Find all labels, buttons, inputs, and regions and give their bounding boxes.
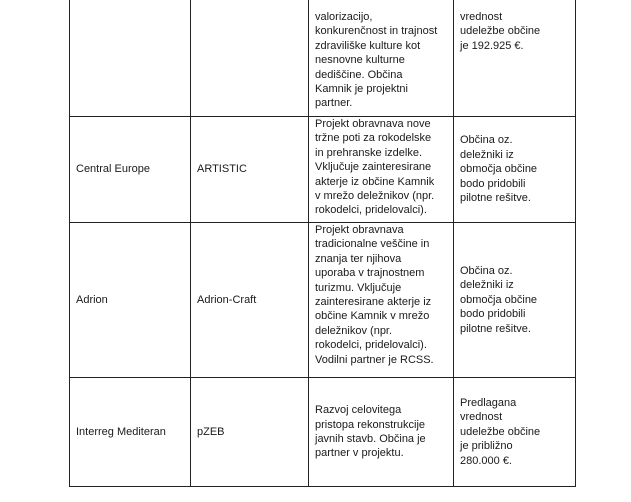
table-row xyxy=(70,0,576,117)
description-line: partner. xyxy=(315,97,353,110)
value-line: Občina oz. xyxy=(460,134,513,147)
description-line: zdraviliške kulture kot xyxy=(315,39,421,52)
description-line: tržne poti za rokodelske xyxy=(315,132,432,145)
description-line: partner v projektu. xyxy=(315,447,404,460)
value-line: udeležbe občine xyxy=(460,25,541,38)
project-cell: Adrion-Craft xyxy=(191,223,309,378)
table-row xyxy=(70,223,576,378)
description-line: akterje iz občine Kamnik xyxy=(315,175,435,188)
description-cell xyxy=(309,378,454,487)
description-cell xyxy=(309,0,454,117)
program-cell: Adrion xyxy=(70,223,191,378)
description-line: javnih stavb. Občina je xyxy=(315,433,426,445)
description-line: konkurenčnost in trajnost xyxy=(315,25,438,38)
description-line: pristopa rekonstrukcije xyxy=(315,418,426,431)
value-line: območja občine xyxy=(460,293,538,306)
description-line: Vodilni partner je RCSS. xyxy=(315,353,434,366)
description-line: Vključuje zainteresirane xyxy=(315,161,432,174)
project-cell: ARTISTIC xyxy=(191,117,309,223)
description-line: zainteresirane akterje iz xyxy=(315,296,432,309)
value-cell xyxy=(454,117,576,223)
value-line: bodo pridobili xyxy=(460,177,526,190)
table-row xyxy=(70,117,576,223)
value-line: je približno xyxy=(460,440,513,453)
value-line: deležniki iz xyxy=(460,279,514,292)
value-cell xyxy=(454,0,576,117)
value-line: deležniki iz xyxy=(460,148,514,161)
description-line: Projekt obravnava xyxy=(315,224,404,236)
value-line: pilotne rešitve. xyxy=(460,322,531,335)
description-line: rokodelci, pridelovalci). xyxy=(315,204,427,217)
description-line: Projekt obravnava nove xyxy=(315,118,431,130)
program-cell xyxy=(70,0,191,117)
description-line: deležnikov (npr. xyxy=(315,324,393,337)
value-cell xyxy=(454,378,576,487)
value-line: 280.000 €. xyxy=(460,454,512,467)
value-line: Občina oz. xyxy=(460,264,513,277)
description-line: in prehranske izdelke. xyxy=(315,146,423,159)
program-cell: Central Europe xyxy=(70,117,191,223)
project-cell: pZEB xyxy=(191,378,309,487)
description-line: dediščine. Občina xyxy=(315,68,403,81)
value-line: vrednost xyxy=(460,11,503,23)
value-cell xyxy=(454,223,576,378)
description-line: Razvoj celovitega xyxy=(315,404,402,417)
value-line: pilotne rešitve. xyxy=(460,192,531,205)
program-cell: Interreg Mediteran xyxy=(70,378,191,487)
description-line: uporaba v trajnostnem xyxy=(315,267,425,280)
description-line: občine Kamnik v mrežo xyxy=(315,310,430,323)
value-line: udeležbe občine xyxy=(460,425,541,438)
description-cell xyxy=(309,117,454,223)
description-line: rokodelci, pridelovalci). xyxy=(315,339,427,352)
value-line: je 192.925 €. xyxy=(460,39,524,52)
description-line: turizmu. Vključuje xyxy=(315,281,402,294)
description-line: tradicionalne veščine in xyxy=(315,238,430,251)
projects-table xyxy=(69,0,576,487)
description-line: v mrežo deležnikov (npr. xyxy=(315,190,435,203)
table-row xyxy=(70,378,576,487)
value-line: območja občine xyxy=(460,163,538,176)
value-line: bodo pridobili xyxy=(460,308,526,321)
description-line: nesnovne kulturne xyxy=(315,54,405,67)
description-cell xyxy=(309,223,454,378)
description-line: valorizacijo, xyxy=(315,11,373,23)
description-line: znanja ter njihova xyxy=(315,252,402,265)
value-line: Predlagana xyxy=(460,396,517,409)
description-line: Kamnik je projektni xyxy=(315,83,408,96)
project-cell xyxy=(191,0,309,117)
value-line: vrednost xyxy=(460,411,503,424)
